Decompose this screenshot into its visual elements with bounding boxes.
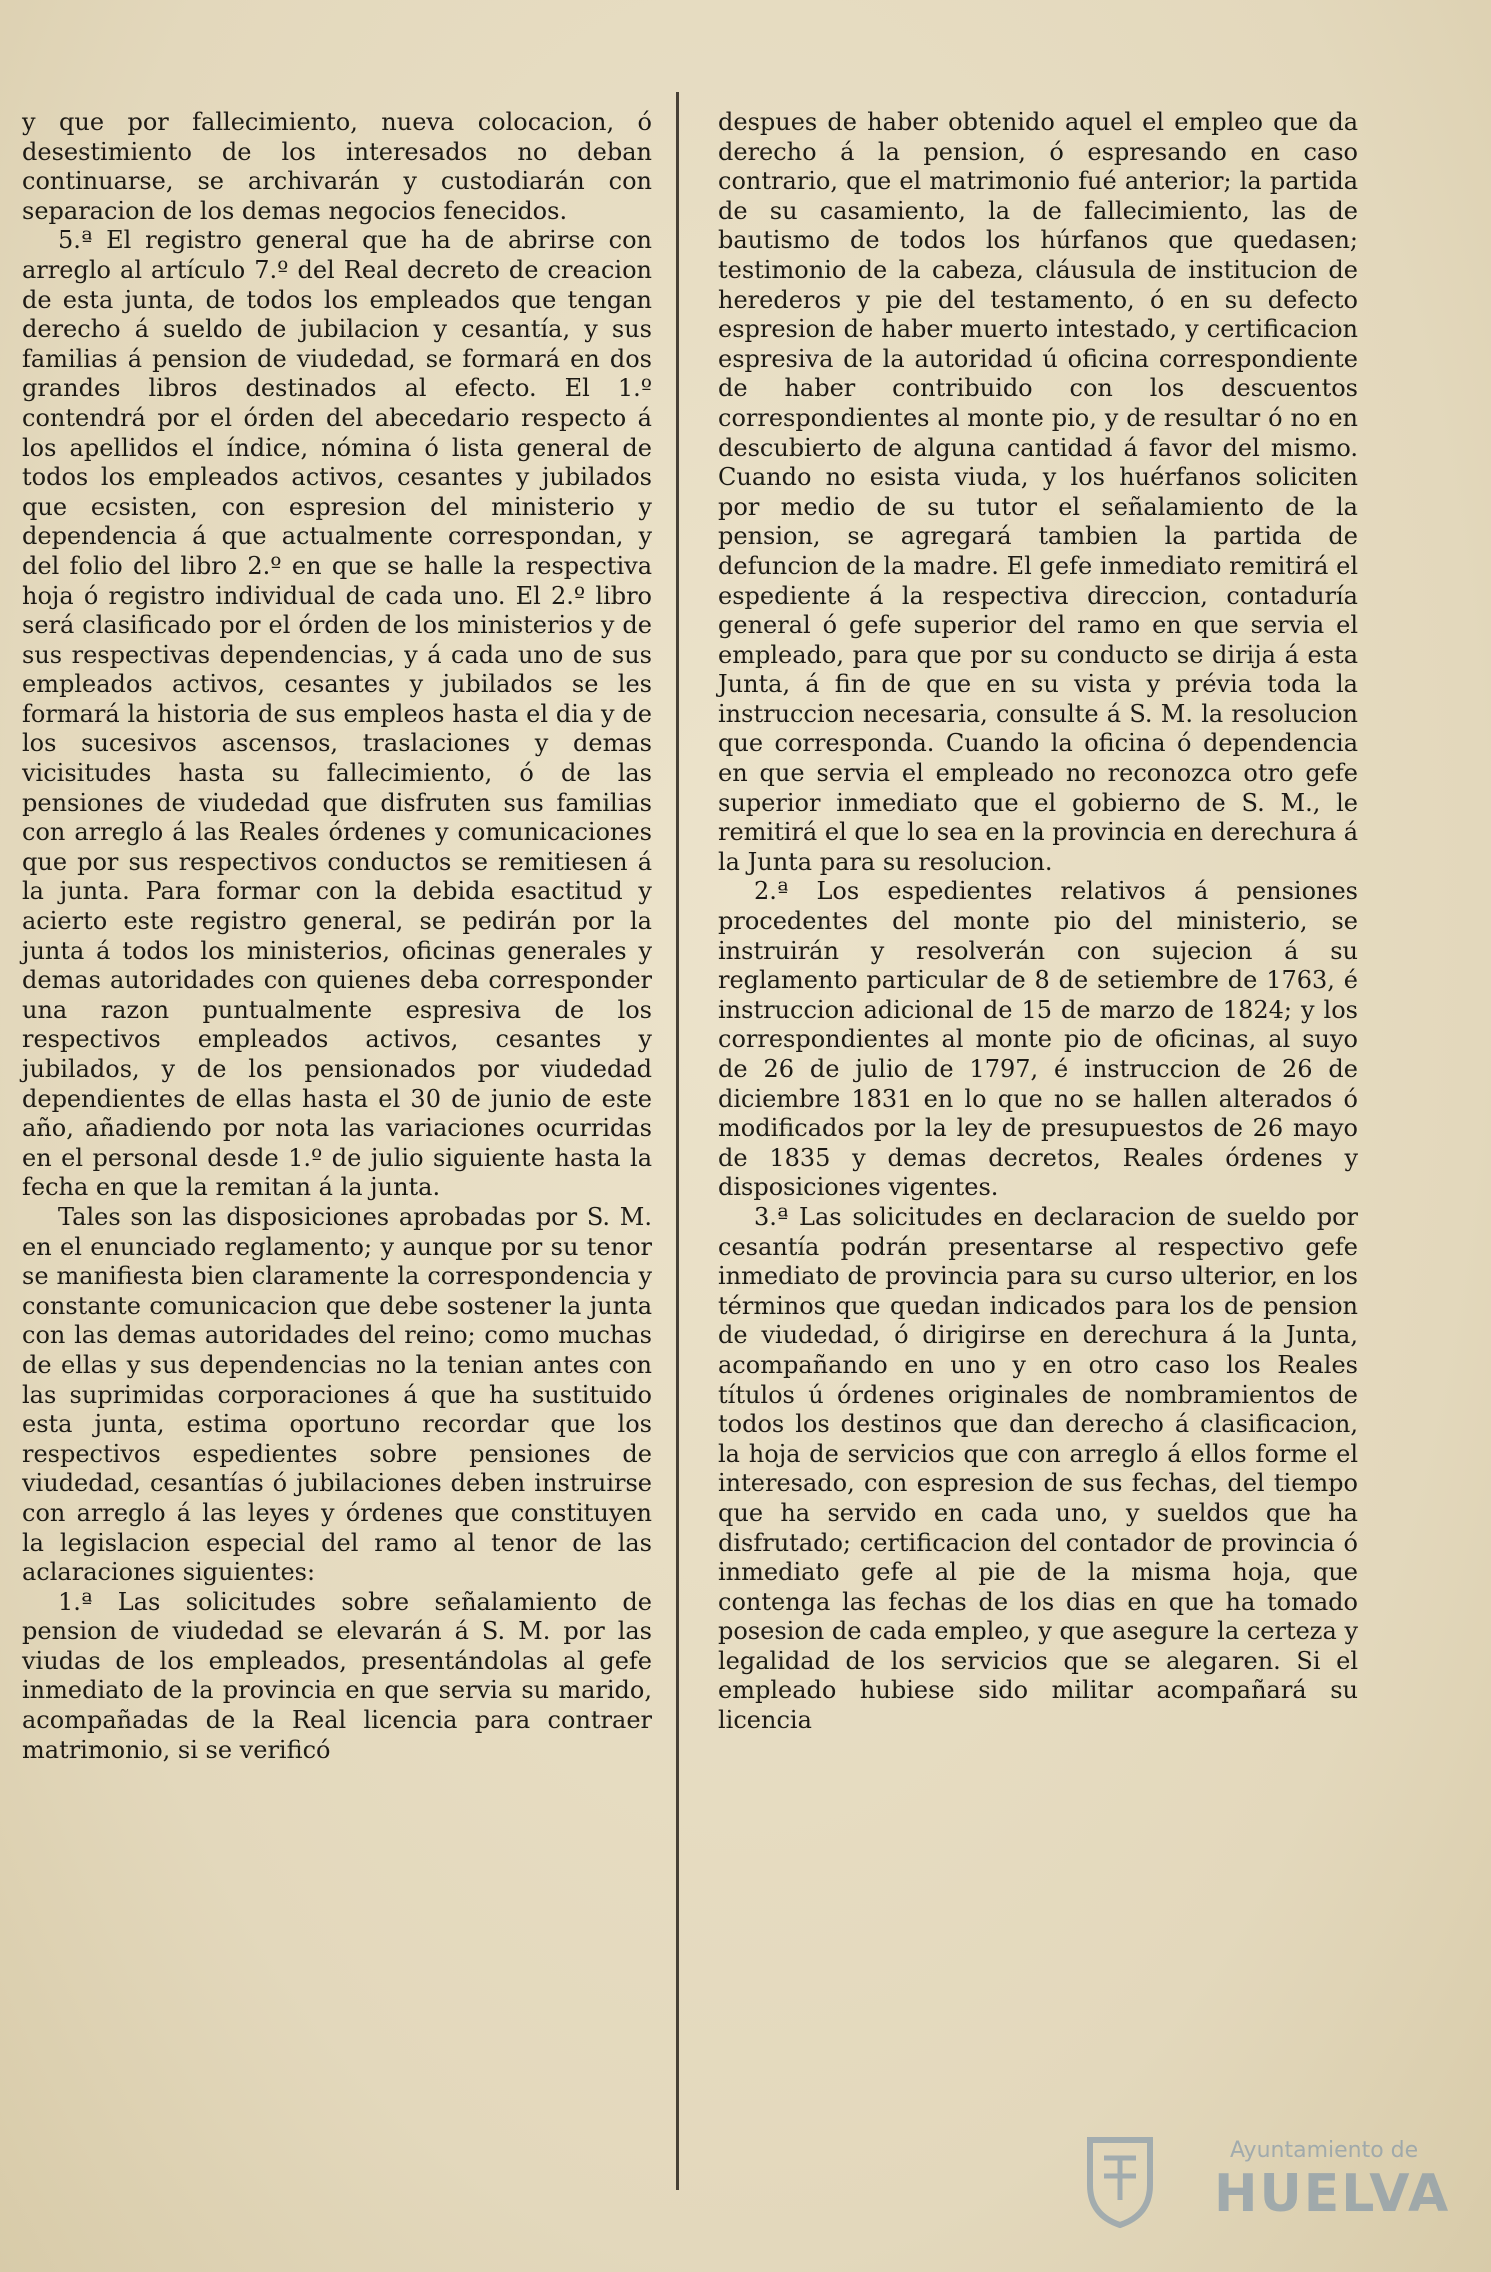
- left-paragraph-2: Tales son las disposiciones aprobadas por S. M. en el enunciado reglamento; y aunque por su tenor se manifiesta bien claramente la correspondencia y constante comunicacion que debe sostener la junta con las demas autoridades del reino; como muchas de ellas y sus dependencias no la tenian antes con las suprimidas corporaciones á que ha sustituido esta junta, estima oportuno recordar que los respectivos espedientes sobre pensiones de viudedad, cesantías ó jubilaciones deben instruirse con arreglo á las leyes y órdenes que constituyen la legislacion especial del ramo al tenor de las aclaraciones siguientes:: [22, 1202, 652, 1587]
- watermark-line1: Ayuntamiento de: [1230, 2138, 1419, 2163]
- watermark: [1080, 2108, 1451, 2238]
- left-paragraph-0: y que por fallecimiento, nueva colocacion, ó desestimiento de los interesados no deban continuarse, se archivarán y custodiarán con separacion de los demas negocios fenecidos.: [22, 108, 652, 225]
- column-divider: [676, 92, 679, 2190]
- right-paragraph-0: despues de haber obtenido aquel el empleo que da derecho á la pension, ó espresando en caso contrario, que el matrimonio fué anterior; la partida de su casamiento, la de fallecimiento, las de bautismo de todos los húrfanos que quedasen; testimonio de la cabeza, cláusula de institucion de herederos y pie del testamento, ó en su defecto espresion de haber muerto intestado, y certificacion espresiva de la autoridad ú oficina correspondiente de haber contribuido con los descuentos correspondientes al monte pio, y de resultar ó no en descubierto de alguna cantidad á favor del mismo. Cuando no esista viuda, y los huérfanos soliciten por medio de su tutor el señalamiento de la pension, se agregará tambien la partida de defuncion de la madre. El gefe inmediato remitirá el espediente á la respectiva direccion, contaduría general ó gefe superior del ramo en que servia el empleado, para que por su conducto se dirija á esta Junta, á fin de que en su vista y prévia toda la instruccion necesaria, consulte á S. M. la resolucion que corresponda. Cuando la oficina ó dependencia en que servia el empleado no reconozca otro gefe superior inmediato que el gobierno de S. M., le remitirá el que lo sea en la provincia en derechura á la Junta para su resolucion.: [718, 108, 1358, 876]
- right-paragraph-1: 2.ª Los espedientes relativos á pensiones procedentes del monte pio del ministerio, se instruirán y resolverán con sujecion á su reglamento particular de 8 de setiembre de 1763, é instruccion adicional de 15 de marzo de 1824; y los correspondientes al monte pio de oficinas, al suyo de 26 de julio de 1797, é instruccion de 26 de diciembre 1831 en lo que no se hallen alterados ó modificados por la ley de presupuestos de 26 mayo de 1835 y demas decretos, Reales órdenes y disposiciones vigentes.: [718, 877, 1358, 1202]
- left-paragraph-1: 5.ª El registro general que ha de abrirse con arreglo al artículo 7.º del Real decreto de creacion de esta junta, de todos los empleados que tengan derecho á sueldo de jubilacion y cesantía, y sus familias á pension de viudedad, se formará en dos grandes libros destinados al efecto. El 1.º contendrá por el órden del abecedario respecto á los apellidos el índice, nómina ó lista general de todos los empleados activos, cesantes y jubilados que ecsisten, con espresion del ministerio y dependencia á que actualmente correspondan, y del folio del libro 2.º en que se halle la respectiva hoja ó registro individual de cada uno. El 2.º libro será clasificado por el órden de los ministerios y de sus respectivas dependencias, y á cada uno de sus empleados activos, cesantes y jubilados se les formará la historia de sus empleos hasta el dia y de los sucesivos ascensos, traslaciones y demas vicisitudes hasta su fallecimiento, ó de las pensiones de viudedad que disfruten sus familias con arreglo á las Reales órdenes y comunicaciones que por sus respectivos conductos se remitiesen á la junta. Para formar con la debida esactitud y acierto este registro general, se pedirán por la junta á todos los ministerios, oficinas generales y demas autoridades con quienes deba corresponder una razon puntualmente espresiva de los respectivos empleados activos, cesantes y jubilados, y de los pensionados por viudedad dependientes de ellas hasta el 30 de junio de este año, añadiendo por nota las variaciones ocurridas en el personal desde 1.º de julio siguiente hasta la fecha en que la remitan á la junta.: [22, 226, 652, 1202]
- left-paragraph-3: 1.ª Las solicitudes sobre señalamiento de pension de viudedad se elevarán á S. M. por las viudas de los empleados, presentándolas al gefe inmediato de la provincia en que servia su marido, acompañadas de la Real licencia para contraer matrimonio, si se verificó: [22, 1587, 652, 1764]
- right-paragraph-2: 3.ª Las solicitudes en declaracion de sueldo por cesantía podrán presentarse al respectivo gefe inmediato de provincia para su curso ulterior, en los términos que quedan indicados para los de pension de viudedad, ó dirigirse en derechura á la Junta, acompañando en uno y en otro caso los Reales títulos ú órdenes originales de nombramientos de todos los destinos que dan derecho á clasificacion, la hoja de servicios que con arreglo á ellos forme el interesado, con espresion de sus fechas, del tiempo que ha servido en cada uno, y sueldos que ha disfrutado; certificacion del contador de provincia ó inmediato gefe al pie de la misma hoja, que contenga las fechas de los dias en que ha tomado posesion de cada empleo, y que asegure la certeza y legalidad de los servicios que se alegaren. Si el empleado hubiese sido militar acompañará su licencia: [718, 1202, 1358, 1735]
- coat-of-arms-icon: [1080, 2130, 1160, 2230]
- left-column: [22, 108, 652, 1765]
- right-column: [718, 108, 1358, 1736]
- watermark-line2: HUELVA: [1214, 2164, 1451, 2224]
